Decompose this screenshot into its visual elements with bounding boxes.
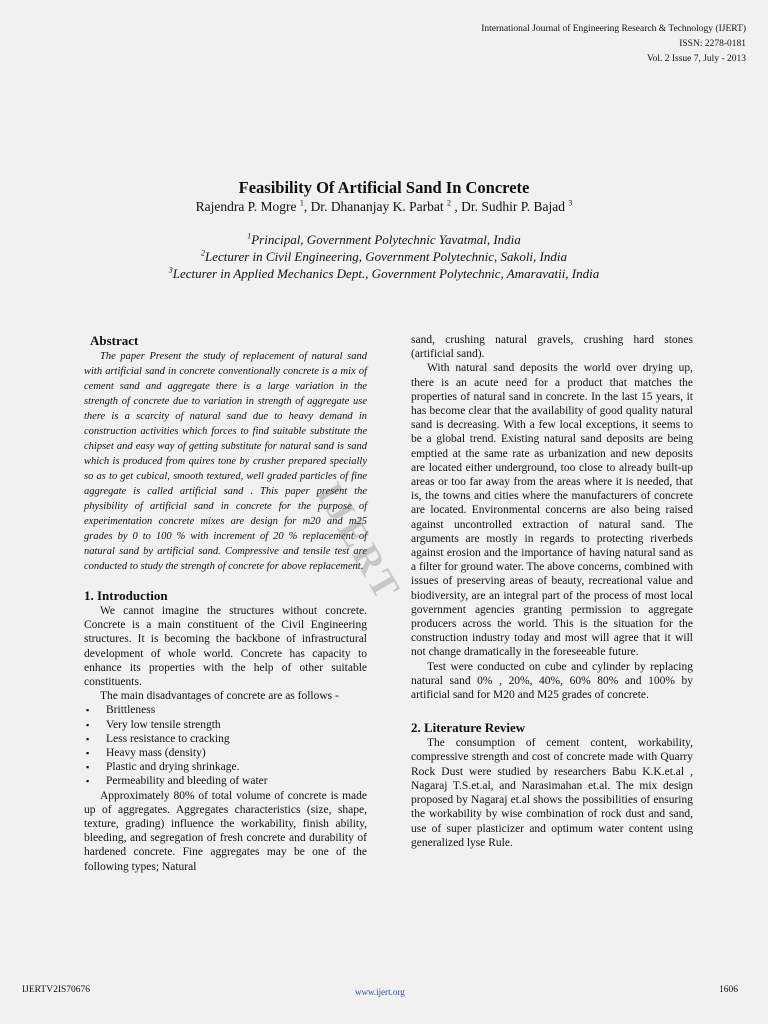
list-item: ▪ Plastic and drying shrinkage.: [84, 760, 367, 774]
author-line: [0, 198, 768, 216]
paper-id: IJERTV2IS70676: [22, 985, 91, 995]
list-item: ▪ Heavy mass (density): [84, 746, 367, 760]
right-paragraph-1: With natural sand deposits the world over drying up, there is an acute need for a product that matches the properties of natural sand in concrete. In the last 15 years, it has become clear that the availability of good quality natural sand is decreasing. With a few local exceptions, it seems to be a global trend. Existing natural sand deposits are being emptied at the same rate as urbanization and new deposits are located either underground, too close to already built-up areas or too far away from the areas where it is needed, that is, the towns and cities where the manufacturers of concrete are located. Environmental concerns are also being raised against uncontrolled extraction of natural sand. The arguments are mostly in regards to protecting riverbeds against erosion and the importance of having natural sand as a filter for ground water. The above concerns, combined with issues of preserving areas of beauty, recreational value and biodiversity, are an integral part of the process of most local government agencies granting permission to aggregate producers across the world. This is the situation for the construction industry today and most will agree that it will not change dramatically in the foreseeable future.: [411, 362, 693, 659]
affiliation-1-sup: 1: [247, 231, 252, 241]
intro-paragraph-3: Approximately 80% of total volume of concrete is made up of aggregates. Aggregates characteristics (size, shape, texture, grading) influence the workability, finish ability, bleeding, and segregation of fresh concrete and durability of hardened concrete. Fine aggregates may be one of the following types; Natural: [84, 789, 367, 873]
list-item: ▪ Brittleness: [84, 703, 367, 717]
author-1-sup: 1: [299, 198, 304, 208]
affiliation-3-sup: 3: [168, 265, 173, 275]
list-item: ▪ Permeability and bleeding of water: [84, 774, 367, 788]
author-2-sup: 2: [447, 198, 452, 208]
title-block: [0, 178, 768, 282]
left-column: [84, 333, 367, 874]
list-item: ▪ Less resistance to cracking: [84, 732, 367, 746]
paper-title: Feasibility Of Artificial Sand In Concrete: [238, 178, 530, 197]
affiliation-3-text: Lecturer in Applied Mechanics Dept., Government Polytechnic, Amaravatii, India: [172, 266, 600, 281]
author-3-sup: 3: [568, 198, 573, 208]
literature-paragraph-1: The consumption of cement content, workability, compressive strength and cost of concrete made with Quarry Rock Dust were studied by researchers Babu K.K.et.al , Nagaraj T.S.et.al, and Narasimahan et.al. The mix design proposed by Nagaraj et.al shows the possibilities of ensuring the workability by wise combination of rock dust and sand, use of super plasticizer and optimum water content using generalized lyse Rule.: [411, 737, 693, 849]
affiliation-2-text: Lecturer in Civil Engineering, Government Polytechnic, Sakoli, India: [205, 249, 567, 264]
journal-header: [481, 22, 746, 67]
right-column: [411, 333, 693, 850]
ijert-watermark: IJERT: [307, 475, 410, 610]
affiliation-1: [0, 231, 768, 248]
disadvantages-list: [84, 703, 367, 788]
literature-review-heading: 2. Literature Review: [411, 720, 526, 736]
introduction-heading: 1. Introduction: [84, 588, 168, 603]
author-2: , Dr. Dhananjay K. Parbat: [303, 199, 448, 214]
right-paragraph-0: sand, crushing natural gravels, crushing hard stones (artificial sand).: [411, 334, 693, 361]
intro-paragraph-2: The main disadvantages of concrete are as follows -: [100, 690, 339, 703]
journal-name: International Journal of Engineering Research & Technology (IJERT): [481, 24, 746, 34]
affiliations: [0, 231, 768, 282]
intro-paragraph-1: We cannot imagine the structures without concrete. Concrete is a main constituent of the Civil Engineering structures. It is becoming the backbone of infrastructural development of whole world. Concrete has capacity to enhance its properties with the help of other suitable constituents.: [84, 605, 367, 689]
affiliation-3: [0, 265, 768, 282]
website-link[interactable]: www.ijert.org: [355, 987, 405, 997]
list-item: ▪ Very low tensile strength: [84, 718, 367, 732]
abstract-heading: Abstract: [90, 333, 139, 348]
affiliation-2-sup: 2: [201, 248, 205, 258]
affiliation-1-text: Principal, Government Polytechnic Yavatmal, India: [251, 232, 521, 247]
page-number: 1606: [719, 985, 738, 995]
author-1: Rajendra P. Mogre: [195, 199, 300, 214]
abstract-text: The paper Present the study of replacement of natural sand with artificial sand in concrete conventionally concrete is a mix of cement sand and aggregate there is a large variation in the strength of concrete due to variation in strength of aggregate use there is a scarcity of natural sand due to heavy demand in construction activities which forces to find suitable substitute the chipset and easy way of getting substitute for natural sand is sand which is produced from quires tone by crusher prepared specially so as to get cubical, smooth textured, well graded particles of fine aggregate is called artificial sand . This paper present the physibility of artificial sand in concrete for the purpose of experimentation concrete mixes are design for m20 and m25 grades by 0 to 100 % with increment of 20 % replacement of natural sand by artificial sand. Compressive and tensile test are conducted to study the strength of concrete for above replacement.: [84, 351, 367, 572]
affiliation-2: [0, 248, 768, 265]
volume-issue: Vol. 2 Issue 7, July - 2013: [646, 54, 746, 64]
right-paragraph-2: Test were conducted on cube and cylinder by replacing natural sand 0% , 20%, 40%, 60% 80% and 100% by artificial sand for M20 and M25 grades of concrete.: [411, 660, 693, 702]
author-3: , Dr. Sudhir P. Bajad: [451, 199, 569, 214]
issn: ISSN: 2278-0181: [679, 39, 746, 49]
